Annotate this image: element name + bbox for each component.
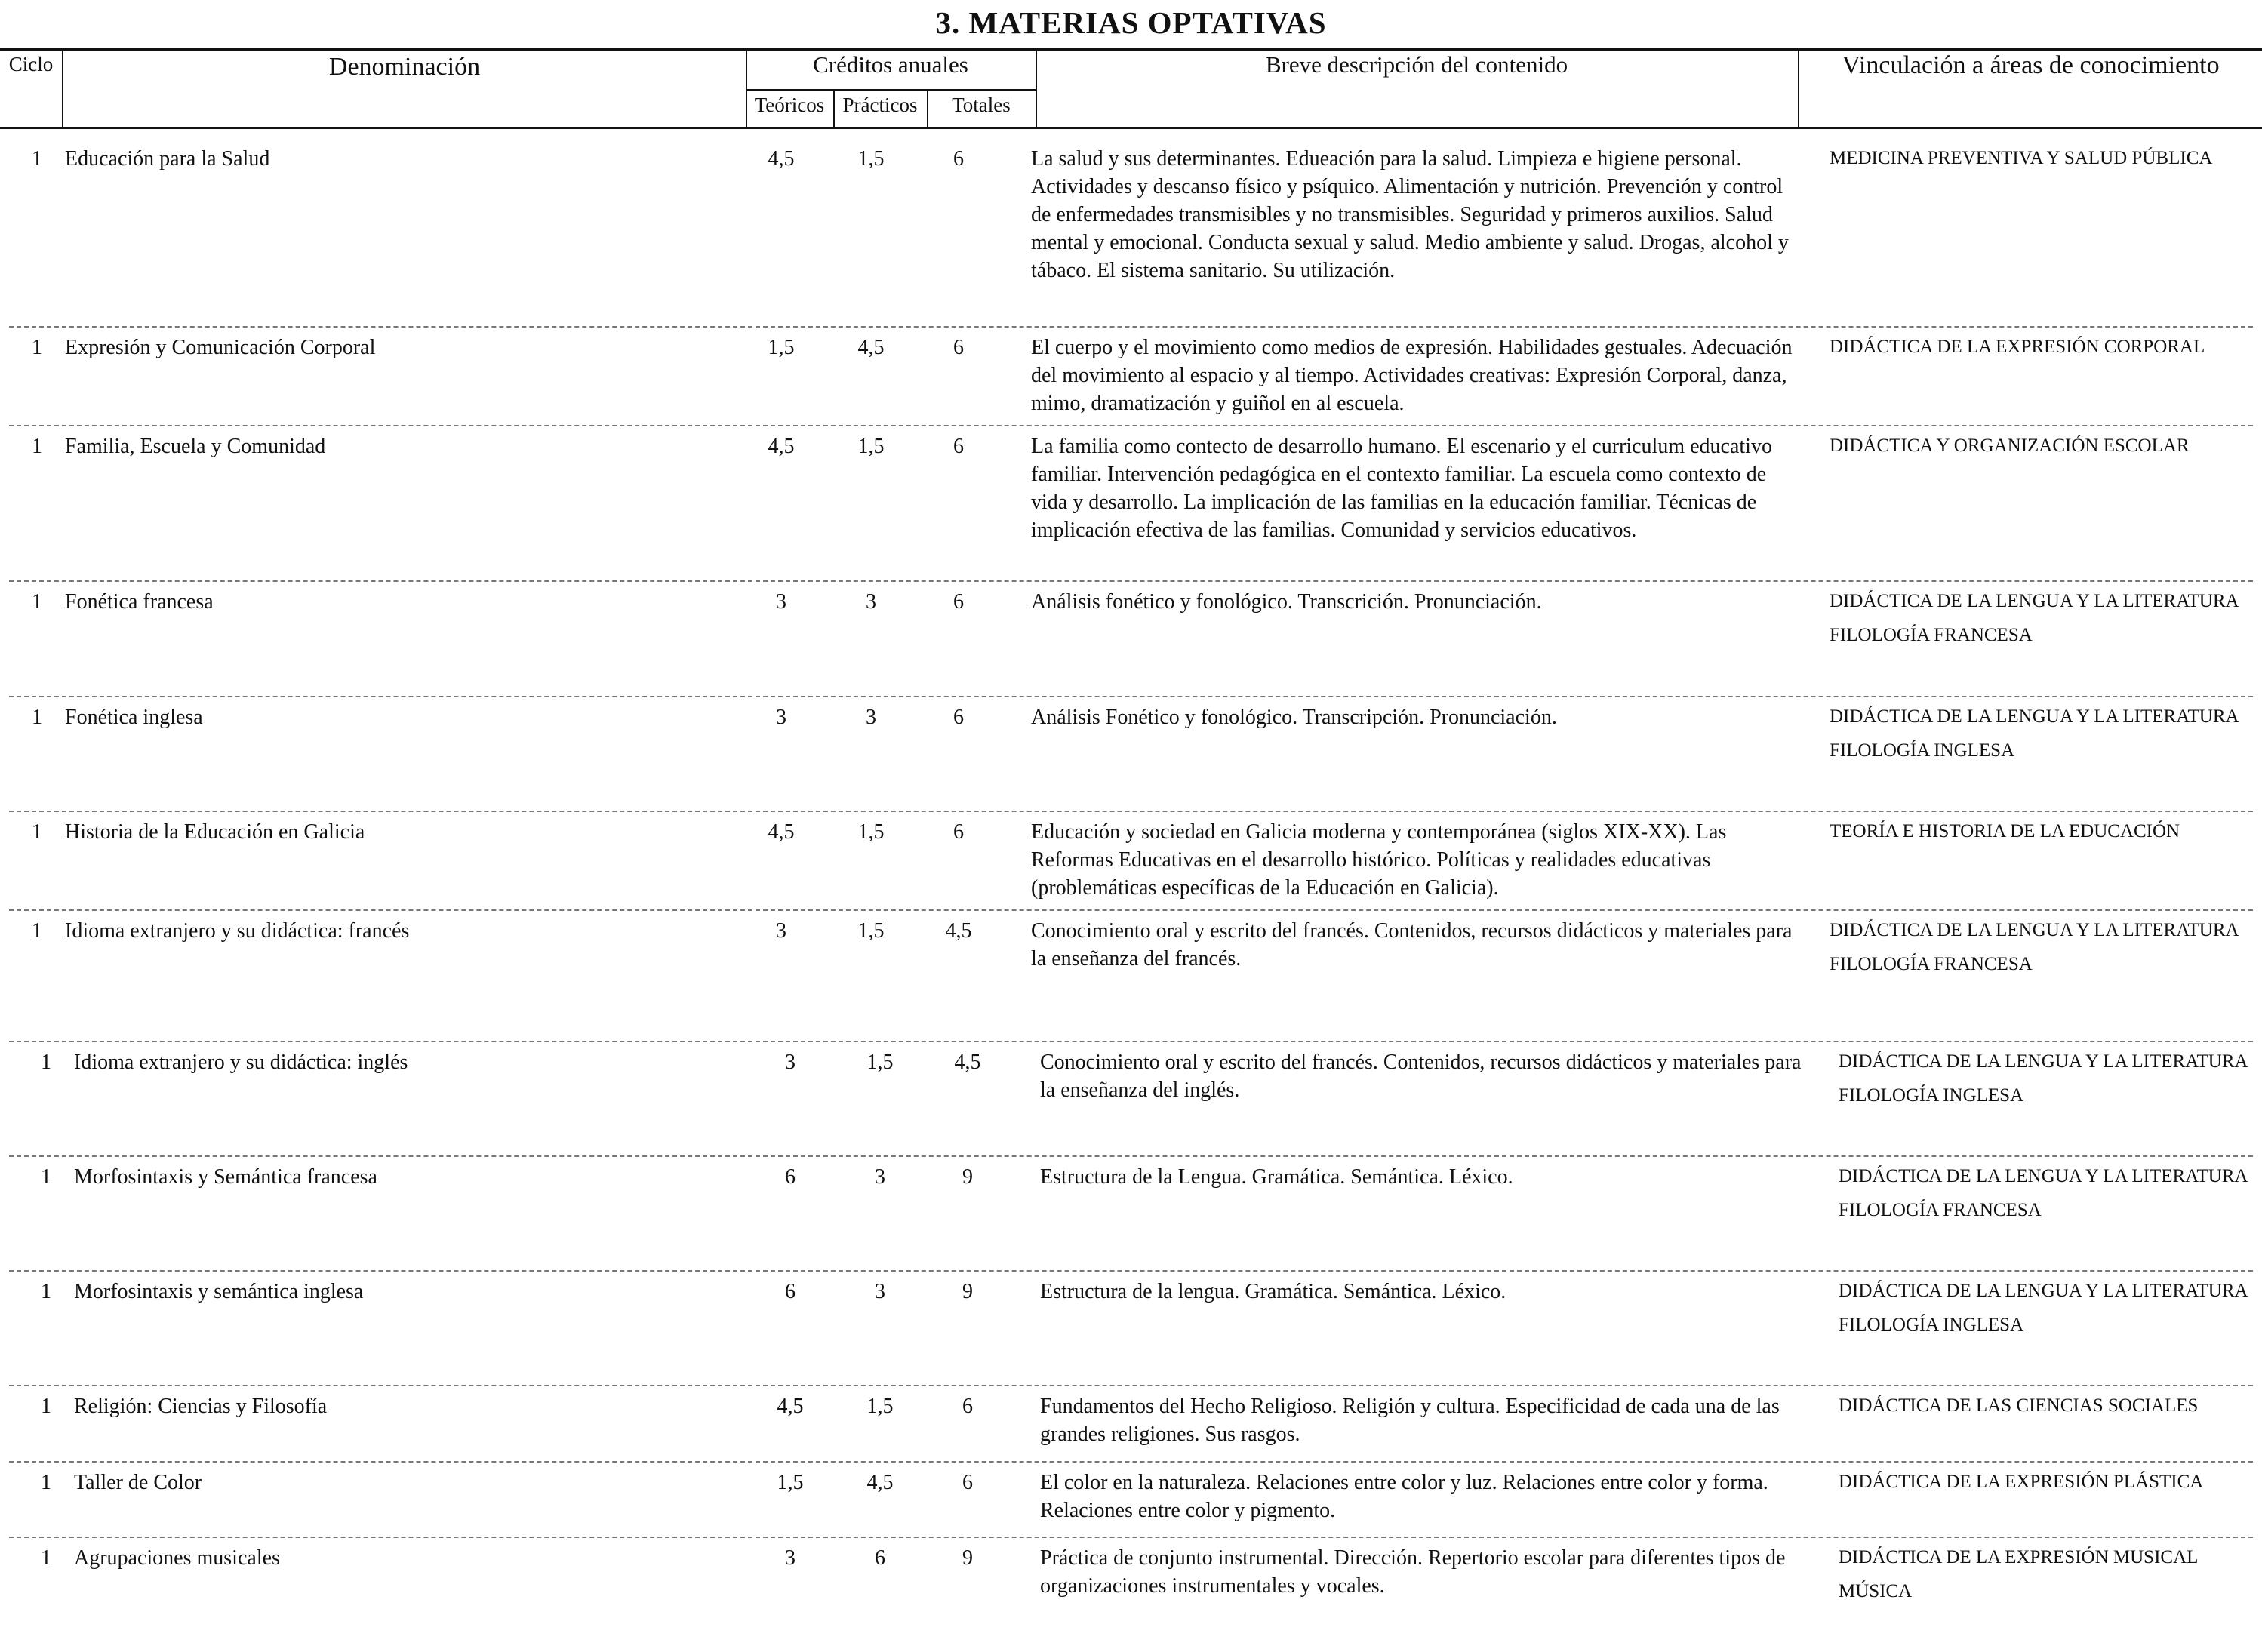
row-separator [9, 1385, 2253, 1386]
cell-totales: 6 [953, 336, 964, 359]
cell-denominacion: Idioma extranjero y su didáctica: francés [65, 919, 410, 943]
cell-denominacion: Fonética inglesa [65, 706, 203, 729]
cell-descripcion: El color en la naturaleza. Relaciones entre color y luz. Relaciones entre color y forma. Relaciones entre color y pigmento. [1040, 1471, 1768, 1522]
cell-descripcion: El cuerpo y el movimiento como medios de expresión. Habilidades gestuales. Adecuación del movimiento al espacio y al tiempo. Actividades creativas: Expresión Corporal, danza, mimo, dramatización y guiñol en al escuela. [1031, 336, 1793, 415]
cell-practicos: 3 [866, 706, 876, 729]
cell-totales: 6 [962, 1395, 973, 1418]
header-vinculacion: Vinculación a áreas de conocimiento [1842, 51, 2220, 79]
cell-totales: 9 [962, 1546, 973, 1570]
cell-vinculacion [1830, 703, 2252, 771]
cell-descripcion: Estructura de la lengua. Gramática. Semántica. Léxico. [1040, 1280, 1506, 1303]
area-de-conocimiento: DIDÁCTICA Y ORGANIZACIÓN ESCOLAR [1830, 435, 2190, 456]
cell-totales: 6 [953, 147, 964, 171]
area-de-conocimiento: MEDICINA PREVENTIVA Y SALUD PÚBLICA [1830, 148, 2213, 168]
cell-denominacion: Morfosintaxis y semántica inglesa [74, 1280, 364, 1303]
cell-vinculacion [1830, 334, 2252, 368]
cell-denominacion: Fonética francesa [65, 590, 214, 614]
cell-practicos: 3 [866, 590, 876, 614]
row-separator [9, 909, 2253, 911]
cell-ciclo: 1 [41, 1546, 51, 1570]
row-separator [9, 1155, 2253, 1157]
row-separator [9, 580, 2253, 582]
area-de-conocimiento: DIDÁCTICA DE LA LENGUA Y LA LITERATURA [1830, 920, 2239, 940]
cell-teoricos: 1,5 [768, 336, 795, 359]
cell-totales: 4,5 [945, 919, 972, 943]
area-de-conocimiento: FILOLOGÍA FRANCESA [1830, 954, 2033, 974]
cell-descripcion: Práctica de conjunto instrumental. Dirección. Repertorio escolar para diferentes tipos de organizaciones instrumentales y vocales. [1040, 1546, 1786, 1598]
header-teoricos: Teóricos [754, 94, 825, 116]
cell-ciclo: 1 [32, 919, 42, 943]
header-denominacion: Denominación [328, 53, 481, 81]
cell-practicos: 1,5 [857, 147, 885, 171]
header-descripcion: Breve descripción del contenido [1265, 51, 1568, 78]
cell-teoricos: 6 [785, 1280, 796, 1303]
cell-ciclo: 1 [41, 1395, 51, 1418]
cell-vinculacion [1839, 1544, 2261, 1612]
row-separator [9, 1041, 2253, 1042]
cell-denominacion: Religión: Ciencias y Filosofía [74, 1395, 328, 1418]
cell-descripcion: Análisis Fonético y fonológico. Transcripción. Pronunciación. [1031, 706, 1557, 729]
cell-teoricos: 3 [776, 706, 786, 729]
cell-teoricos: 3 [776, 919, 786, 943]
row-separator [9, 1461, 2253, 1463]
cell-totales: 9 [962, 1165, 973, 1189]
area-de-conocimiento: FILOLOGÍA FRANCESA [1839, 1200, 2042, 1220]
area-de-conocimiento: DIDÁCTICA DE LAS CIENCIAS SOCIALES [1839, 1395, 2199, 1416]
area-de-conocimiento: DIDÁCTICA DE LA LENGUA Y LA LITERATURA [1839, 1051, 2248, 1072]
cell-vinculacion [1839, 1392, 2261, 1426]
cell-vinculacion [1839, 1278, 2261, 1346]
cell-practicos: 1,5 [857, 820, 885, 844]
row-separator [9, 811, 2253, 812]
cell-practicos: 6 [875, 1546, 885, 1570]
cell-denominacion: Morfosintaxis y Semántica francesa [74, 1165, 377, 1189]
row-separator [9, 1537, 2253, 1538]
cell-denominacion: Familia, Escuela y Comunidad [65, 435, 326, 458]
area-de-conocimiento: TEORÍA E HISTORIA DE LA EDUCACIÓN [1830, 821, 2180, 841]
row-separator [9, 326, 2253, 328]
area-de-conocimiento: DIDÁCTICA DE LA LENGUA Y LA LITERATURA [1830, 591, 2239, 611]
cell-denominacion: Historia de la Educación en Galicia [65, 820, 365, 844]
credits-subheader-rule [746, 89, 1036, 91]
cell-practicos: 4,5 [866, 1471, 894, 1494]
area-de-conocimiento: FILOLOGÍA INGLESA [1839, 1315, 2024, 1335]
cell-vinculacion [1830, 432, 2252, 466]
cell-teoricos: 4,5 [768, 147, 795, 171]
cell-ciclo: 1 [32, 336, 42, 359]
area-de-conocimiento: DIDÁCTICA DE LA LENGUA Y LA LITERATURA [1839, 1166, 2248, 1186]
cell-denominacion: Educación para la Salud [65, 147, 270, 171]
cell-vinculacion [1839, 1048, 2261, 1116]
cell-vinculacion [1839, 1163, 2261, 1231]
area-de-conocimiento: MÚSICA [1839, 1581, 1913, 1601]
area-de-conocimiento: FILOLOGÍA INGLESA [1839, 1085, 2024, 1106]
cell-ciclo: 1 [32, 820, 42, 844]
cell-descripcion: Conocimiento oral y escrito del francés. Contenidos, recursos didácticos y materiales para la enseñanza del inglés. [1040, 1051, 1802, 1102]
cell-ciclo: 1 [32, 147, 42, 171]
cell-ciclo: 1 [32, 435, 42, 458]
cell-ciclo: 1 [41, 1165, 51, 1189]
header-ciclo: Ciclo [8, 53, 54, 75]
cell-teoricos: 4,5 [768, 435, 795, 458]
cell-totales: 6 [953, 820, 964, 844]
row-separator [9, 1270, 2253, 1272]
cell-teoricos: 3 [776, 590, 786, 614]
cell-practicos: 3 [875, 1280, 885, 1303]
cell-totales: 6 [962, 1471, 973, 1494]
row-separator [9, 696, 2253, 697]
cell-teoricos: 6 [785, 1165, 796, 1189]
area-de-conocimiento: FILOLOGÍA FRANCESA [1830, 625, 2033, 645]
cell-denominacion: Taller de Color [74, 1471, 202, 1494]
cell-descripcion: La salud y sus determinantes. Edueación para la salud. Limpieza e higiene personal. Actividades y descanso físico y psíquico. Alimentación y nutrición. Prevención y control de enfermedades transmisibles y no transmisibles. Seguridad y primeros auxilios. Salud mental y emocional. Conducta sexual y salud. Medio ambiente y salud. Drogas, alcohol y tábaco. El sistema sanitario. Su utilización. [1031, 147, 1789, 282]
cell-descripcion: Fundamentos del Hecho Religioso. Religión y cultura. Especificidad de cada una de las grandes religiones. Sus rasgos. [1040, 1395, 1780, 1446]
row-separator [9, 425, 2253, 426]
cell-vinculacion [1839, 1469, 2261, 1503]
header-totales: Totales [952, 94, 1011, 116]
cell-practicos: 1,5 [857, 919, 885, 943]
cell-ciclo: 1 [32, 706, 42, 729]
cell-ciclo: 1 [41, 1471, 51, 1494]
header-creditos: Créditos anuales [813, 51, 968, 78]
cell-teoricos: 3 [785, 1546, 796, 1570]
cell-ciclo: 1 [32, 590, 42, 614]
cell-vinculacion [1830, 917, 2252, 985]
cell-practicos: 1,5 [857, 435, 885, 458]
cell-descripcion: Análisis fonético y fonológico. Transcrición. Pronunciación. [1031, 590, 1542, 614]
cell-descripcion: Educación y sociedad en Galicia moderna y contemporánea (siglos XIX-XX). Las Reformas Educativas en el desarrollo histórico. Políticas y realidades educativas (problemáticas específicas de la Educación en Galicia). [1031, 820, 1727, 900]
cell-totales: 9 [962, 1280, 973, 1303]
header-top-rule [0, 48, 2262, 51]
cell-teoricos: 4,5 [768, 820, 795, 844]
cell-ciclo: 1 [41, 1051, 51, 1074]
cell-descripcion: Conocimiento oral y escrito del francés. Contenidos, recursos didácticos y materiales para la enseñanza del francés. [1031, 919, 1793, 971]
area-de-conocimiento: DIDÁCTICA DE LA EXPRESIÓN MUSICAL [1839, 1547, 2199, 1567]
cell-vinculacion [1830, 588, 2252, 656]
area-de-conocimiento: FILOLOGÍA INGLESA [1830, 740, 2015, 761]
cell-totales: 6 [953, 435, 964, 458]
area-de-conocimiento: DIDÁCTICA DE LA LENGUA Y LA LITERATURA [1839, 1281, 2248, 1301]
cell-practicos: 3 [875, 1165, 885, 1189]
header-bottom-rule [0, 127, 2262, 129]
cell-denominacion: Agrupaciones musicales [74, 1546, 280, 1570]
cell-ciclo: 1 [41, 1280, 51, 1303]
cell-teoricos: 1,5 [777, 1471, 804, 1494]
cell-totales: 6 [953, 706, 964, 729]
area-de-conocimiento: DIDÁCTICA DE LA EXPRESIÓN CORPORAL [1830, 337, 2205, 357]
cell-practicos: 4,5 [857, 336, 885, 359]
area-de-conocimiento: DIDÁCTICA DE LA LENGUA Y LA LITERATURA [1830, 706, 2239, 727]
cell-teoricos: 4,5 [777, 1395, 804, 1418]
table-header [0, 48, 2262, 128]
cell-totales: 6 [953, 590, 964, 614]
cell-descripcion: Estructura de la Lengua. Gramática. Semántica. Léxico. [1040, 1165, 1513, 1189]
cell-descripcion: La familia como contecto de desarrollo humano. El escenario y el curriculum educativo familiar. Intervención pedagógica en el contexto familiar. La escuela como contexto de vida y desarrollo. La implicación de las familias en la educación familiar. Técnicas de implicación efectiva de las familias. Comunidad y servicios educativos. [1031, 435, 1772, 542]
cell-vinculacion [1830, 818, 2252, 852]
cell-teoricos: 3 [785, 1051, 796, 1074]
header-practicos: Prácticos [842, 94, 918, 116]
cell-denominacion: Expresión y Comunicación Corporal [65, 336, 376, 359]
cell-practicos: 1,5 [866, 1051, 894, 1074]
cell-denominacion: Idioma extranjero y su didáctica: inglés [74, 1051, 408, 1074]
area-de-conocimiento: DIDÁCTICA DE LA EXPRESIÓN PLÁSTICA [1839, 1472, 2204, 1492]
cell-practicos: 1,5 [866, 1395, 894, 1418]
cell-vinculacion [1830, 145, 2252, 179]
cell-totales: 4,5 [954, 1051, 981, 1074]
page-title: 3. MATERIAS OPTATIVAS [935, 5, 1327, 40]
